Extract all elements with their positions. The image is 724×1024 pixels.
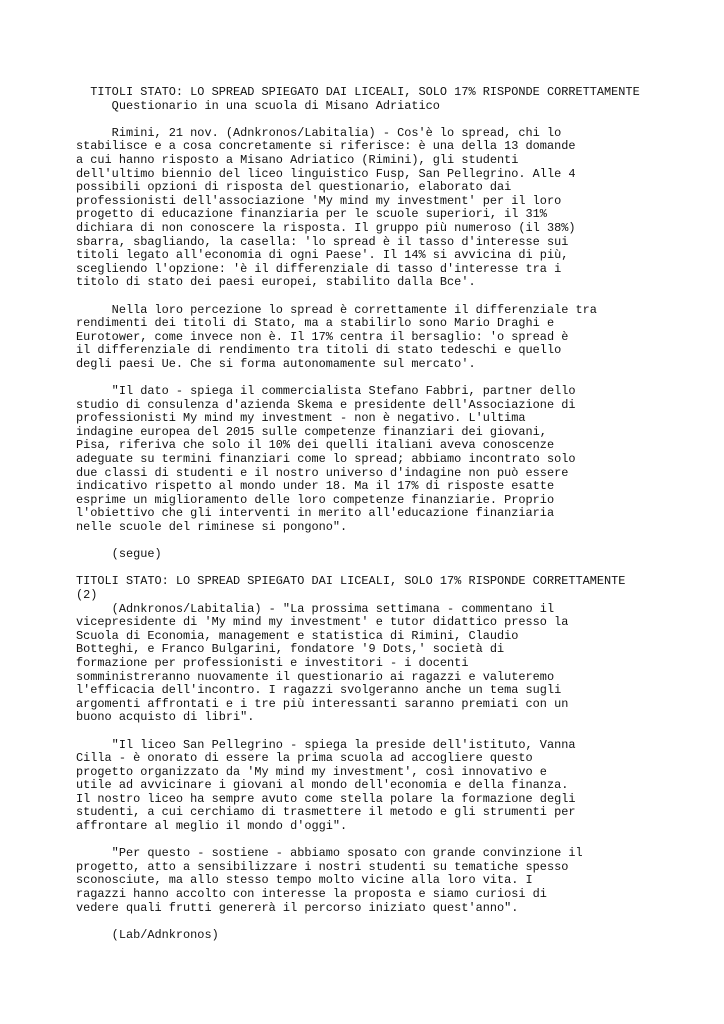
spacer xyxy=(76,562,656,576)
text-line: "Il liceo San Pellegrino - spiega la preside dell'istituto, Vanna xyxy=(76,737,576,752)
text-line: Botteghi, e Franco Bulgarini, fondatore '9 Dots,' società di xyxy=(76,642,505,657)
spacer xyxy=(76,290,656,304)
text-line: studio di consulenza d'azienda Skema e presidente dell'Associazione di xyxy=(76,397,576,412)
text-line: a cui hanno risposto a Misano Adriatico (Rimini), gli studenti xyxy=(76,152,519,167)
text-line: sconosciute, ma allo stesso tempo molto vicine alla loro vita. I xyxy=(76,873,533,888)
spacer xyxy=(76,725,656,739)
text-line: nelle scuole del riminese si pongono". xyxy=(76,520,348,534)
text-line: "Per questo - sostiene - abbiamo sposato con grande convinzione il xyxy=(76,846,583,861)
text-line: Nella loro percezione lo spread è correttamente il differenziale tra xyxy=(76,302,597,317)
article-2 xyxy=(76,575,656,942)
text-line: somministreranno nuovamente il questionario ai ragazzi e valuteremo xyxy=(76,669,555,684)
text-line: Il nostro liceo ha sempre avuto come stella polare la formazione degli xyxy=(76,791,576,806)
text-line: Eurotower, come invece non è. Il 17% centra il bersaglio: 'o spread è xyxy=(76,329,569,344)
text-line: rendimenti dei titoli di Stato, ma a stabilirlo sono Mario Draghi e xyxy=(76,316,555,331)
article-1-paragraph-3 xyxy=(76,385,656,535)
article-2-signature xyxy=(76,929,656,943)
spacer xyxy=(76,834,656,848)
article-2-paragraph-2 xyxy=(76,739,656,834)
text-line: argomenti affrontati e i tre più interessanti saranno premiati con un xyxy=(76,696,569,711)
text-line: indagine europea del 2015 sulle competenze finanziari dei giovani, xyxy=(76,424,547,439)
text-line: degli paesi Ue. Che si forma autonomamente sul mercato'. xyxy=(76,356,476,371)
text-line: Pisa, riferiva che solo il 10% dei quelli italiani aveva conoscenze xyxy=(76,438,555,453)
text-line: possibili opzioni di risposta del questionario, elaborato dai xyxy=(76,180,512,195)
document-body xyxy=(76,86,656,942)
text-line: titoli legato all'economia di ogni Paese'. Il 14% si avvicina di più, xyxy=(76,248,569,263)
article-1-paragraph-1 xyxy=(76,127,656,290)
text-line: ragazzi hanno accolto con interesse la proposta e siamo curiosi di xyxy=(76,887,547,902)
article-2-paragraph-1 xyxy=(76,603,656,725)
text-line: l'efficacia dell'incontro. I ragazzi svolgeranno anche un tema sugli xyxy=(76,683,562,698)
text-line: indicativo rispetto al mondo under 18. Ma il 17% di risposte esatte xyxy=(76,479,555,494)
spacer xyxy=(76,113,656,127)
text-line: dell'ultimo biennio del liceo linguistico Fusp, San Pellegrino. Alle 4 xyxy=(76,166,576,181)
segue-note: (segue) xyxy=(76,547,162,562)
text-line: esprime un miglioramento delle loro competenze finanziarie. Proprio xyxy=(76,492,555,507)
text-line: "Il dato - spiega il commercialista Stefano Fabbri, partner dello xyxy=(76,384,576,399)
text-line: Rimini, 21 nov. (Adnkronos/Labitalia) - Cos'è lo spread, chi lo xyxy=(76,125,562,140)
text-line: vedere quali frutti genererà il percorso iniziato quest'anno". xyxy=(76,900,519,915)
title-part-number: (2) xyxy=(76,587,98,602)
subtitle-line: Questionario in una scuola di Misano Adriatico xyxy=(76,98,440,113)
text-line: affrontare al meglio il mondo d'oggi". xyxy=(76,819,348,834)
article-2-paragraph-3 xyxy=(76,847,656,915)
text-line: adeguate su termini finanziari come lo spread; abbiamo incontrato solo xyxy=(76,452,576,467)
text-line: utile ad avvicinare i giovani al mondo dell'economia e della finanza. xyxy=(76,778,569,793)
title-line: TITOLI STATO: LO SPREAD SPIEGATO DAI LICEALI, SOLO 17% RISPONDE CORRETTAMENTE xyxy=(76,574,626,589)
article-1-paragraph-2 xyxy=(76,304,656,372)
text-line: scegliendo l'opzione: 'è il differenziale di tasso d'interesse tra i xyxy=(76,261,562,276)
article-1 xyxy=(76,86,656,575)
article-2-title xyxy=(76,575,656,602)
text-line: dichiara di non conoscere la risposta. Il gruppo più numeroso (il 38%) xyxy=(76,220,576,235)
article-1-title xyxy=(76,86,656,113)
text-line: studenti, a cui cerchiamo di trasmettere il metodo e gli strumenti per xyxy=(76,805,576,820)
title-line: TITOLI STATO: LO SPREAD SPIEGATO DAI LICEALI, SOLO 17% RISPONDE CORRETTAMENTE xyxy=(76,85,640,99)
text-line: il differenziale di rendimento tra titoli di stato tedeschi e quello xyxy=(76,343,562,358)
text-line: due classi di studenti e il nostro universo d'indagine non può essere xyxy=(76,465,569,480)
text-line: titolo di stato dei paesi europei, stabilito dalla Bce'. xyxy=(76,275,476,290)
text-line: buono acquisto di libri". xyxy=(76,710,255,725)
text-line: l'obiettivo che gli interventi in merito all'educazione finanziaria xyxy=(76,506,555,521)
text-line: stabilisce e a cosa concretamente si riferisce: è una della 13 domande xyxy=(76,139,576,154)
text-line: sbarra, sbagliando, la casella: 'lo spread è il tasso d'interesse sui xyxy=(76,234,569,249)
text-line: formazione per professionisti e investitori - i docenti xyxy=(76,655,469,670)
text-line: progetto organizzato da 'My mind my investment', così innovativo e xyxy=(76,764,547,779)
text-line: professionisti My mind my investment - non è negativo. L'ultima xyxy=(76,411,526,426)
text-line: progetto, atto a sensibilizzare i nostri studenti su tematiche spesso xyxy=(76,859,569,874)
text-line: professionisti dell'associazione 'My mind my investment' per il loro xyxy=(76,193,562,208)
text-line: Scuola di Economia, management e statistica di Rimini, Claudio xyxy=(76,628,519,643)
text-line: vicepresidente di 'My mind my investment' e tutor didattico presso la xyxy=(76,615,569,630)
text-line: Cilla - è onorato di essere la prima scuola ad accogliere questo xyxy=(76,751,533,766)
text-line: progetto di educazione finanziaria per le scuole superiori, il 31% xyxy=(76,207,547,222)
article-1-continued-note xyxy=(76,548,656,562)
source-signature: (Lab/Adnkronos) xyxy=(76,927,219,942)
text-line: (Adnkronos/Labitalia) - "La prossima settimana - commentano il xyxy=(76,601,555,616)
spacer xyxy=(76,535,656,549)
spacer xyxy=(76,915,656,929)
spacer xyxy=(76,371,656,385)
